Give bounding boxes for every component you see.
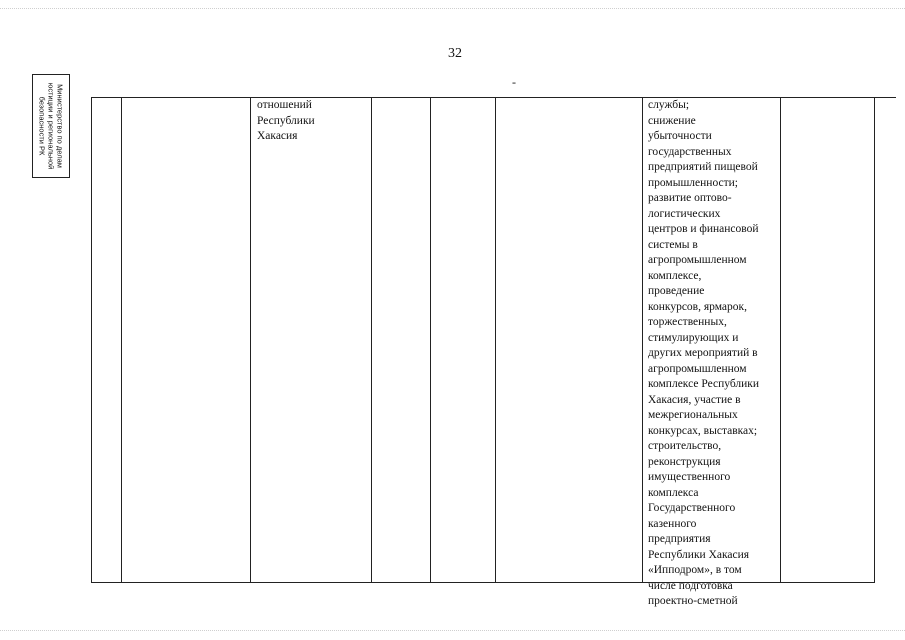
table-col-border-6 <box>495 97 496 583</box>
table-col-border-4 <box>371 97 372 583</box>
table-col-border-5 <box>430 97 431 583</box>
scan-noise-bottom <box>0 630 905 631</box>
ministry-stamp <box>32 74 70 178</box>
stamp-text: Министерство по делам юстиции и региональной безопасности РК <box>37 82 65 170</box>
table-col-border-8 <box>780 97 781 583</box>
table-col-border-2 <box>121 97 122 583</box>
table-col-border-7 <box>642 97 643 583</box>
document-table <box>91 97 896 607</box>
table-cell-col7: службы; снижение убыточности государственных предприятий пищевой промышленности; развитие оптово- логистических центров и финансовой системы в агропромышленном комплексе, проведение конкурсов, ярмарок, торжественных, стимулирующих и других мероприятий в агропромышленном комплексе Республики Хакасия, участие в межрегиональных конкурсах, выставках; строительство, реконструкция имущественного комплекса Государственного казенного предприятия Республики Хакасия «Ипподром», в том числе подготовка проектно-сметной <box>648 99 760 607</box>
dash-mark: - <box>512 75 516 89</box>
table-col-border-9 <box>874 97 875 583</box>
table-col-border-3 <box>250 97 251 583</box>
scan-noise-top <box>0 8 905 9</box>
page-number: 32 <box>448 46 462 61</box>
table-cell-col3: отношений Республики Хакасия <box>257 99 315 142</box>
table-col-border-1 <box>91 97 92 583</box>
